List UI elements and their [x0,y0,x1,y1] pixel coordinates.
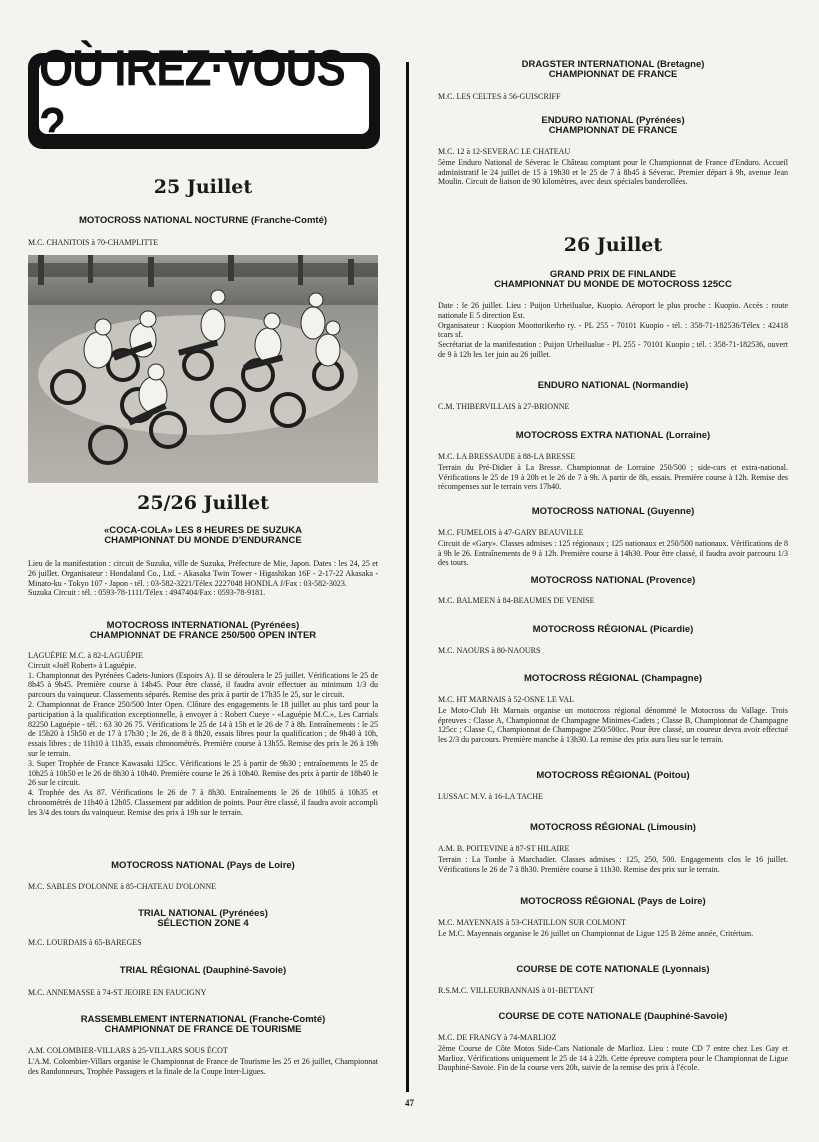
event-subtitle: CHAMPIONNAT DU MONDE D'ENDURANCE [104,535,302,546]
event-block [438,965,788,996]
event-club: M.C. SABLES D'OLONNE à 85-CHATEAU D'OLONNE [28,882,216,891]
event-block [438,674,788,745]
event-title: MOTOCROSS EXTRA NATIONAL (Lorraine) [515,430,711,441]
event-title: ENDURO NATIONAL (Normandie) [537,380,689,391]
event-block [438,625,788,656]
event-body: Circuit de «Gary». Classes admises : 125 régionaux ; 125 nationaux et 250/500 nationaux. Vérifications de 8 à 9h le 26. Entraînements de 9 à 12h. Première course à 14h30. Pour être classé, il faudra avoir parcouru 1/3 des tours. [438,538,788,568]
event-title: RASSEMBLEMENT INTERNATIONAL (Franche-Comté) [80,1014,326,1025]
event-body: 2ème Course de Côte Motos Side-Cars Nationale de Marlioz. Lieu : route CD 7 entre chez Les Gay et Marlioz. Vérifications uniquement le 25 de 14 à 22h. Cette épreuve comptera pour le Championnat de Ligue Dauphiné-Savoie. Fin de la course vers 20h, suivie de la remise des prix à l'école. [438,1043,788,1073]
event-block [438,897,788,939]
event-body: Le Moto-Club Ht Marnais organise un motocross régional dénommé le Motocross du Vallage. Trois épreuves : Classe A, Championnat de Champagne Minimes-Cadets ; Classe B, Championnat de Champagne 125cc ; Classe C, Championnat de Champagne 250/500cc. Pour être classé, un coureur devra avoir effectué les 2/3 du parcours. Première manche à 13h30. La remise des prix aura lieu sur le terrain. [438,705,788,745]
event-title: TRIAL RÉGIONAL (Dauphiné-Savoie) [119,965,287,976]
event-block [28,1015,378,1076]
event-block [438,1012,788,1073]
event-block [438,60,788,102]
event-title: MOTOCROSS RÉGIONAL (Pays de Loire) [520,896,706,907]
event-block [438,431,788,492]
event-block [438,576,788,606]
event-club: M.C. LES CELTES à 56-GUISCRIFF [438,92,561,101]
event-club: M.C. FUMELOIS à 47-GARY BEAUVILLE [438,528,584,537]
event-block [438,381,788,412]
event-title: MOTOCROSS RÉGIONAL (Picardie) [532,624,694,635]
event-club: M.C. LOURDAIS à 65-BAREGES [28,938,142,947]
left-column [28,0,378,1142]
event-body: L'A.M. Colombier-Villars organise le Championnat de France de Tourisme les 25 et 26 juillet, Championnat des Randonneurs, Trophée Passagers et la finale de la Coupe Inter-Ligues. [28,1056,378,1076]
event-title: MOTOCROSS NATIONAL (Provence) [530,575,696,586]
event-club: A.M. COLOMBIER-VILLARS à 25-VILLARS SOUS ÉCOT [28,1046,228,1055]
date-heading: 25/26 Juillet [137,492,269,514]
event-club: C.M. THIBERVILLAIS à 27-BRIONNE [438,402,570,411]
event-body: LAGUÉPIE M.C. à 82-LAGUÉPIE Circuit «Joël Robert» à Laguépie. 1. Championnat des Pyrénées Cadets-Juniors (Espoirs A). Il se déroulera le 25 juillet. Vérifications le 25 de 8h45 à 9h45. Première course à 14h45. Pour être classé, il faudra avoir effectuer au minimum 1/3 du parcours du vainqueur. Classements séparés. Remise des prix à partir de 17h35 le 25, sur le circuit. 2. Championnat de France 250/500 Inter Open. Clôture des engagements le 18 juillet au plus tard pour la participation à la qualification exceptionnelle, à envoyer à : Robert Cueye - «Laguépie M.C.», Les Carrials 82250 Laguépie - tél. : 63 30 26 75. Vérifications le 25 de 14 à 15h et le 26 de 7 à 8h. Entraînements : le 25 de 15h20 à 15h50 et de 17 à 17h30 ; le 26, de 8 à 8h20, essais libres pour la qualification ; de 9h40 à 10h, essais libres ; de 11h10 à 11h35, essais chronométrés. Première course à 13h55. Remise des prix le 26 à 19h sur le terrain. 3. Super Trophée de France Kawasaki 125cc. Vérifications le 25 à partir de 9h30 ; entraînements le 25 de 10h25 à 10h50 et le 26 de 8h30 à 10h40. Première course le 26 à 10h40. Remise des prix à partir de 18h40 le 26 sur le circuit. 4. Trophée des As 87. Vérifications le 26 de 7 à 8h30. Entraînements le 26 de 10h05 à 10h35 et chronométrés de 11h40 à 12h05. Classement par addition de points. Pour être classé, il faudra avoir accompli les 3/4 des tours du vainqueur. Remise des prix à 19h sur le terrain. [28,651,378,817]
event-title: MOTOCROSS RÉGIONAL (Limousin) [530,822,696,833]
event-block [28,526,378,598]
event-block [438,507,788,568]
event-block [28,861,378,892]
date-heading: 25 Juillet [153,176,253,198]
event-subtitle: SÉLECTION ZONE 4 [157,918,249,929]
event-subtitle: CHAMPIONNAT DE FRANCE [548,125,678,136]
event-block [438,771,788,802]
event-club: M.C. NAOURS à 80-NAOURS [438,646,541,655]
event-body: Lieu de la manifestation : circuit de Suzuka, ville de Suzuka, Préfecture de Mie, Japon. Dates : les 24, 25 et 26 juillet. Organisateur : Hondaland Co., Ltd. - Akasaka Twin Tower - Higashikan 16F - 2-17-22 Akasaka - Minato-ku - Tokyo 107 - Japon - tél. : 03-582-3221/Télex 2227048 HONDLA J/Fax : 03-582-3023. Suzuka Circuit : tél. : 0593-78-1111/Télex : 4947404/Fax : 0593-78-9181. [28,559,378,598]
motocross-photo-image [28,255,378,483]
event-title: ENDURO NATIONAL (Pyrénées) [541,115,685,126]
event-title: «COCA-COLA» LES 8 HEURES DE SUZUKA [104,525,302,536]
page-number: 47 [405,1098,414,1108]
event-body: 5ème Enduro National de Séverac le Château comptant pour le Championnat de France d'Enduro. Accueil administratif le 24 juillet de 15 à 19h30 et le 25 de 7 à 8h45 à Séverac. Premier départ à 9h, avenue Jean Moulin. Circuit de liaison de 90 kilomètres, avec deux spéciales banderollées. [438,157,788,187]
event-title: MOTOCROSS NATIONAL (Pays de Loire) [111,860,295,871]
event-title: MOTOCROSS NATIONAL (Guyenne) [531,506,695,517]
event-subtitle: CHAMPIONNAT DU MONDE DE MOTOCROSS 125CC [494,279,732,290]
event-title: DRAGSTER INTERNATIONAL (Bretagne) [521,59,705,70]
event-body: Le M.C. Mayennais organise le 26 juillet un Championnat de Ligue 125 B 2ème année, Critérium. [438,928,754,938]
event-block [28,909,378,948]
event-block [438,823,788,874]
event-title: GRAND PRIX DE FINLANDE [549,269,677,280]
event-title: MOTOCROSS RÉGIONAL (Poitou) [536,770,690,781]
event-club: M.C. BALMEEN à 84-BEAUMES DE VENISE [438,596,595,605]
event-block [28,966,378,998]
event-subtitle: CHAMPIONNAT DE FRANCE DE TOURISME [104,1024,302,1035]
event-block [438,270,788,360]
event-title: MOTOCROSS NATIONAL NOCTURNE (Franche-Comté) [78,215,328,226]
event-club: A.M. B. POITEVINE à 87-ST HILAIRE [438,844,570,853]
motocross-photo [28,255,378,483]
event-club: M.C. DE FRANGY à 74-MARLIOZ [438,1033,557,1042]
event-title: COURSE DE COTE NATIONALE (Lyonnais) [516,964,710,975]
event-body: Date : le 26 juillet. Lieu : Puijon Urheilualue, Kuopio. Aéroport le plus proche : Kuopio. Accès : route nationale E 5 direction Est. Organisateur : Kuopion Moottorikerho ry. - PL 255 - 70101 Kuopio - tél. : 358-71-182536/Télex : 42418 tcars sf. Secrétariat de la manifestation : Puijon Urheilualue - PL 255 - 70101 Kuopio ; tél. : 358-71-182536, ouvert de 9 à 12h les 1er juin au 26 juillet. [438,301,788,359]
event-title: TRIAL NATIONAL (Pyrénées) [138,908,268,919]
event-club: M.C. MAYENNAIS à 53-CHATILLON SUR COLMONT [438,918,626,927]
date-heading: 26 Juillet [563,234,663,256]
event-club: M.C. LA BRESSAUDE à 88-LA BRESSE [438,452,576,461]
event-club: M.C. 12 à 12-SEVERAC LE CHATEAU [438,147,571,156]
event-block [28,621,378,818]
right-column [438,0,788,1142]
event-club: R.S.M.C. VILLEURBANNAIS à 01-BETTANT [438,986,594,995]
event-block [438,116,788,187]
event-body: Terrain : La Tombe à Marchadier. Classes admises : 125, 250, 500. Engagements clos le 16 juillet. Vérifications le 26 de 7 à 8h30. Première course à 11h30. Remise des prix sur le terrain. [438,854,788,874]
page-title: OÙ IREZ·VOUS ? [39,40,345,155]
event-subtitle: CHAMPIONNAT DE FRANCE 250/500 OPEN INTER [89,630,317,641]
event-title: MOTOCROSS INTERNATIONAL (Pyrénées) [106,620,300,631]
event-club: M.C. HT MARNAIS à 52-OSNE LE VAL [438,695,575,704]
event-club: M.C. ANNEMASSE à 74-ST JEOIRE EN FAUCIGNY [28,988,207,997]
event-club: M.C. CHANITOIS à 70-CHAMPLITTE [28,238,159,247]
event-title: MOTOCROSS RÉGIONAL (Champagne) [523,673,703,684]
column-divider [406,62,409,1092]
event-block [28,216,378,248]
event-club: LUSSAC M.V. à 16-LA TACHE [438,792,543,801]
event-subtitle: CHAMPIONNAT DE FRANCE [548,69,678,80]
event-body: Terrain du Pré-Didier à La Bresse. Championnat de Lorraine 250/500 ; side-cars et extra-national. Vérifications le 25 de 19 à 20h et le 26 de 7 à 9h. A partir de 8h, essais. Première course à 12h. Remise des récompenses sur le terrain vers 17h40. [438,462,788,492]
event-title: COURSE DE COTE NATIONALE (Dauphiné-Savoie) [498,1011,728,1022]
